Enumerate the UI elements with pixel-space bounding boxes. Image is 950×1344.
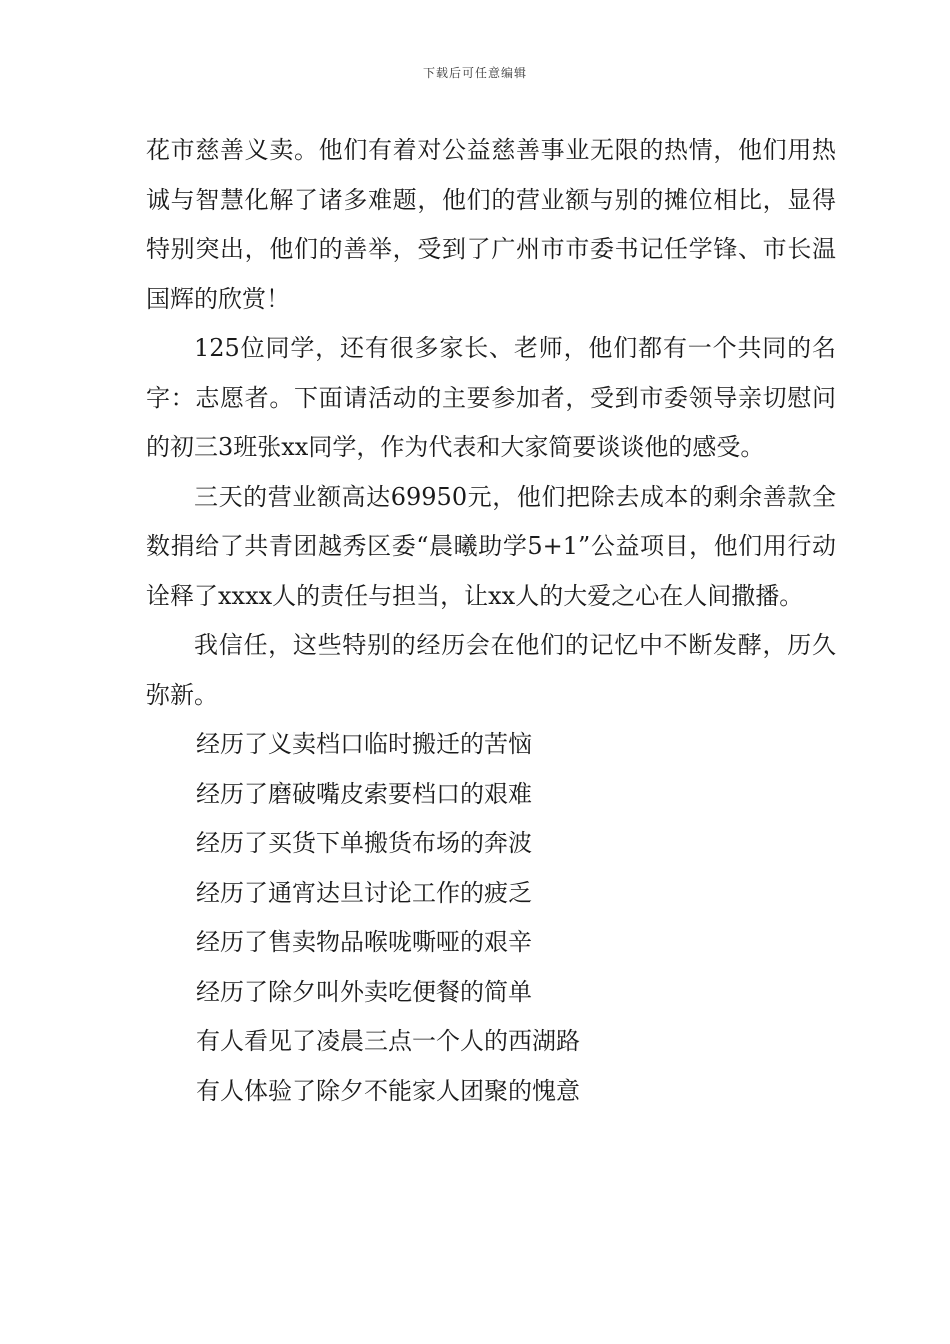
verse-line: 经历了通宵达旦讨论工作的疲乏 [196, 878, 532, 907]
verse-line: 有人看见了凌晨三点一个人的西湖路 [196, 1027, 580, 1055]
paragraph-4: 我信任，这些特别的经历会在他们的记忆中不断发酵，历久弥新。 [146, 631, 836, 709]
verse-line: 经历了义卖档口临时搬迁的苦恼 [196, 730, 532, 758]
paragraph-1: 花市慈善义卖。他们有着对公益慈善事业无限的热情，他们用热诚与智慧化解了诸多难题，他们的营业额与别的摊位相比，显得特别突出，他们的善举，受到了广州市市委书记任学锋、市长温国辉的欣赏！ [146, 136, 836, 313]
verse-line: 经历了买货下单搬货布场的奔波 [196, 829, 532, 857]
verse-line: 经历了除夕叫外卖吃便餐的简单 [196, 977, 532, 1006]
document-body [146, 126, 836, 1116]
verse-line: 有人体验了除夕不能家人团聚的愧意 [196, 1076, 580, 1105]
verse-list [146, 720, 836, 1116]
page-header: 下载后可任意编辑 [422, 66, 527, 80]
paragraph-2: 125位同学，还有很多家长、老师，他们都有一个共同的名字：志愿者。下面请活动的主要参加者，受到市委领导亲切慰问的初三3班张xx同学，作为代表和大家简要谈谈他的感受。 [146, 334, 836, 461]
verse-line: 经历了磨破嘴皮索要档口的艰难 [196, 779, 532, 808]
paragraph-3: 三天的营业额高达69950元，他们把除去成本的剩余善款全数捐给了共青团越秀区委“晨曦助学5+1”公益项目，他们用行动诠释了xxxx人的责任与担当，让xx人的大爱之心在人间撒播。 [146, 482, 836, 610]
verse-line: 经历了售卖物品喉咙嘶哑的艰辛 [196, 928, 532, 956]
